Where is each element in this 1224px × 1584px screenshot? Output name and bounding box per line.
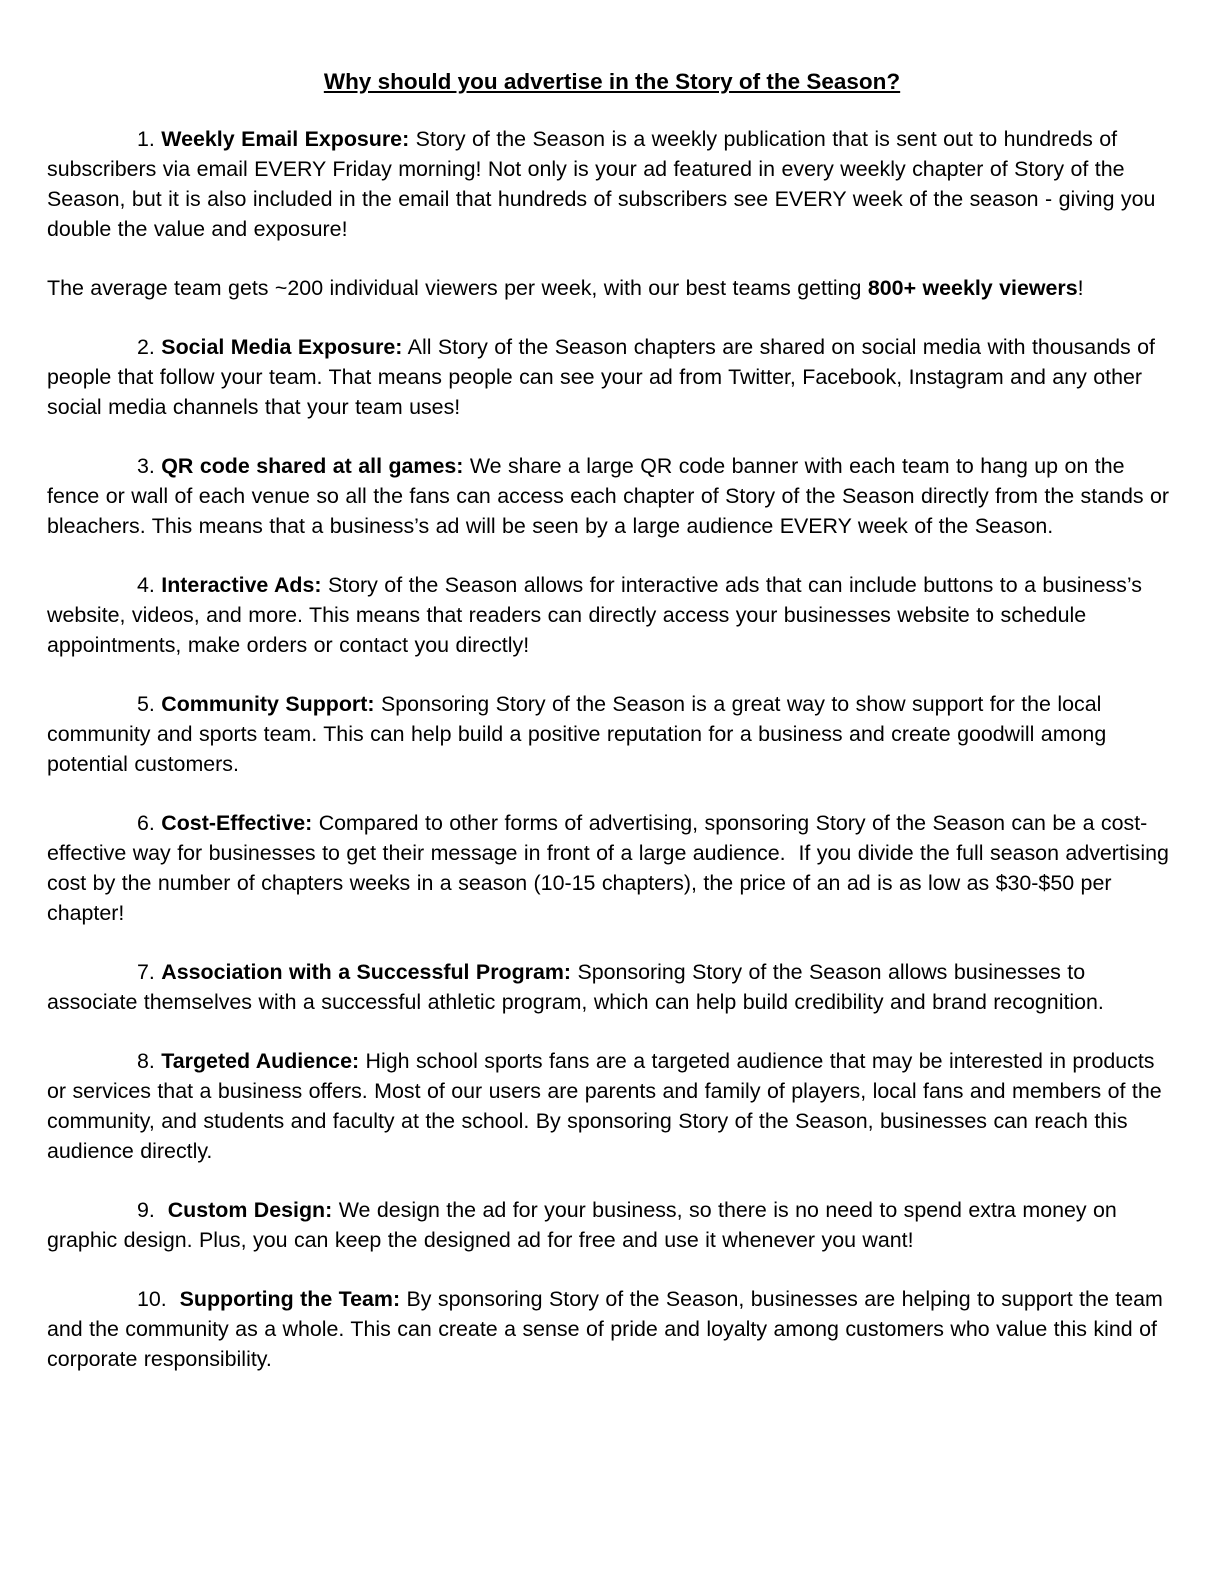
text-run: 2. — [137, 335, 162, 359]
bold-text-run: 800+ weekly viewers — [867, 276, 1078, 300]
text-run: 10. — [137, 1287, 180, 1311]
paragraph — [47, 273, 1177, 303]
text-run: Sponsoring Story of the Season allows businesses to associate themselves with a successful athletic program, which can help build credibility and brand recognition. — [47, 960, 1104, 1014]
paragraph — [47, 808, 1177, 928]
bold-text-run: Cost-Effective: — [161, 811, 313, 835]
paragraph — [47, 957, 1177, 1017]
text-run: 5. — [137, 692, 162, 716]
bold-text-run: Social Media Exposure: — [161, 335, 403, 359]
paragraph — [47, 1195, 1177, 1255]
bold-text-run: Weekly Email Exposure: — [161, 127, 410, 151]
text-run: The average team gets ~200 individual viewers per week, with our best teams getting — [47, 276, 868, 300]
text-run: 3. — [137, 454, 162, 478]
bold-text-run: Targeted Audience: — [161, 1049, 360, 1073]
text-run: 7. — [137, 960, 162, 984]
bold-text-run: QR code shared at all games: — [161, 454, 464, 478]
paragraph — [47, 689, 1177, 779]
bold-text-run: Association with a Successful Program: — [161, 960, 572, 984]
text-run: 8. — [137, 1049, 162, 1073]
document-title: Why should you advertise in the Story of the Season? — [323, 69, 901, 94]
document-body — [47, 124, 1177, 1374]
text-run: High school sports fans are a targeted audience that may be interested in products or services that a business offers. Most of our users are parents and family of players, local fans and members of the community, and students and faculty at the school. By sponsoring Story of the Season, businesses can reach this audience directly. — [47, 1049, 1169, 1163]
bold-text-run: Custom Design: — [167, 1198, 333, 1222]
text-run: We design the ad for your business, so there is no need to spend extra money on graphic design. Plus, you can keep the designed ad for free and use it whenever you want! — [47, 1198, 1124, 1252]
bold-text-run: Supporting the Team: — [179, 1287, 401, 1311]
paragraph — [47, 1284, 1177, 1374]
paragraph — [47, 124, 1177, 244]
bold-text-run: Community Support: — [161, 692, 375, 716]
text-run: 6. — [137, 811, 162, 835]
text-run: Sponsoring Story of the Season is a great way to show support for the local community and sports team. This can help build a positive reputation for a business and create goodwill among potential customers. — [47, 692, 1113, 776]
paragraph — [47, 570, 1177, 660]
text-run: We share a large QR code banner with each team to hang up on the fence or wall of each venue so all the fans can access each chapter of Story of the Season directly from the stands or bleachers. This means that a business’s ad will be seen by a large audience EVERY week of the Season. — [47, 454, 1176, 538]
paragraph — [47, 332, 1177, 422]
text-run: Compared to other forms of advertising, sponsoring Story of the Season can be a cost-effective way for businesses to get their message in front of a large audience. If you divide the full season advertising cost by the number of chapters weeks in a season (10-15 chapters), the price of an ad is as low as $30-$50 per chapter! — [47, 811, 1176, 925]
text-run: 9. — [137, 1198, 168, 1222]
text-run: ! — [1077, 276, 1084, 300]
bold-text-run: Interactive Ads: — [161, 573, 322, 597]
paragraph — [47, 1046, 1177, 1166]
text-run: Story of the Season allows for interactive ads that can include buttons to a business’s website, videos, and more. This means that readers can directly access your businesses website to schedule appointments, make orders or contact you directly! — [47, 573, 1149, 657]
text-run: All Story of the Season chapters are shared on social media with thousands of people that follow your team. That means people can see your ad from Twitter, Facebook, Instagram and any other social media channels that your team uses! — [47, 335, 1162, 419]
paragraph — [47, 451, 1177, 541]
text-run: 1. — [137, 127, 162, 151]
text-run: Story of the Season is a weekly publication that is sent out to hundreds of subscribers via email EVERY Friday morning! Not only is your ad featured in every weekly chapter of Story of the Season, but it is also included in the email that hundreds of subscribers see EVERY week of the season - giving you double the value and exposure! — [47, 127, 1162, 241]
text-run: 4. — [137, 573, 162, 597]
text-run: By sponsoring Story of the Season, businesses are helping to support the team and the community as a whole. This can create a sense of pride and loyalty among customers who value this kind of corporate responsibility. — [47, 1287, 1170, 1371]
